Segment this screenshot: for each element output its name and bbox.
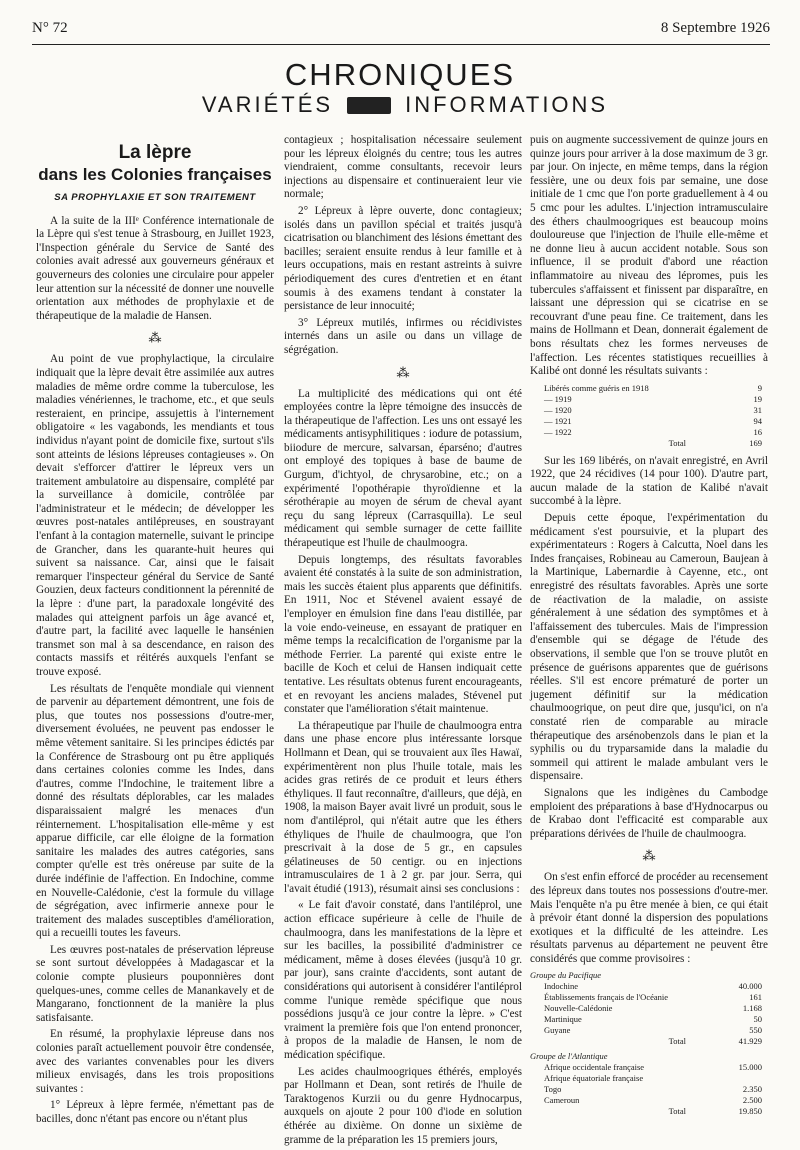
paragraph: On s'est enfin efforcé de procéder au recensement des lépreux dans toutes nos possessions d'outre-mer. Mais l'enquête n'a pu être menée à bien, ce qui était à prévoir étant donné la dispersion des populations exotiques et la difficulté de les atteindre. Les résultats parvenus au département ne peuvent être considérés que comme provisoires : xyxy=(530,871,768,965)
paragraph: 2° Lépreux à lèpre ouverte, donc contagieux; isolés dans un pavillon spécial et traités jusqu'à cicatrisation ou blanchiment des lésions émettant des bacilles; seraient ensuite rendus à leur famille et à leurs occupations, mais en restant astreints à suivre périodiquement des cures d'entretien et en étant soumis à des examens tendant à constater la persistance de leur innocuité; xyxy=(284,204,522,313)
table-cell: Martinique xyxy=(544,1014,582,1025)
table-cell: 2.350 xyxy=(742,1084,762,1095)
table-cell: 40.000 xyxy=(738,981,762,992)
table-cell: — 1920 xyxy=(544,404,572,415)
table-cell: 94 xyxy=(753,415,762,426)
paragraph: La multiplicité des médications qui ont été employées contre la lèpre témoigne des insuccès de la thérapeutique de l'affection. Les uns ont essayé les médicaments antisyphilitiques : iodure de potassium, biiodure de mercure, salvarsan, éparséno; d'autres ont employé des topiques à base de baume de Gurgum, d'ichtyol, de chrysarobine, etc.; on a expérimenté l'opothérapie thyroïdienne et la sérothérapie au moyen de sérum de cheval ayant reçu du sang lépreux (Carrasquilla). Le seul médicament qui semble surnager de cette faillite thérapeutique est l'huile de chaulmoogra. xyxy=(284,387,522,550)
table-cell: — 1919 xyxy=(544,393,572,404)
table-cell: 19 xyxy=(753,393,762,404)
article-title-line1: La lèpre xyxy=(118,142,192,163)
table-cell: 9 xyxy=(757,382,762,393)
table-total: 19.850 xyxy=(738,1106,762,1117)
masthead-subtitle xyxy=(10,92,800,118)
table-cell: 550 xyxy=(749,1025,762,1036)
table-cell: 1.168 xyxy=(742,1003,762,1014)
table-total: 169 xyxy=(749,437,762,448)
paragraph: Au point de vue prophylactique, la circulaire indiquait que la lèpre devait être assimilée aux autres maladies de même ordre comme la tuberculose, les maladies vénériennes, le trachome, etc., et que seuls resteraient, en principe, assujettis à l'internement obligatoire « les vagabonds, les mendiants et tous individus n'ayant point de domicile fixe, surtout s'ils sont atteints de lésions lépreuses contagieuses ». On devait s'efforcer d'attirer le lépreux vers un traitement ambulatoire au dispensaire, complété par la surveillance à domicile, contrôlée par l'administrateur et le médecin; de développer les œuvres post-natales antilépreuses, en soustrayant l'enfant à la contagion maternelle, suivant le principe de Grancher, dans les quarante-huit heures qui suivent sa naissance. Car, ainsi que le faisait remarquer l'inspecteur général du Service de Santé Gouzien, deux facteurs conditionnent la pérennité de la lèpre : d'une part, la paradoxale longévité des malades qui atteignent parfois un âge avancé et, d'autre part, la facilité avec laquelle le hansénien transmet son mal à sa descendance, en raison des contacts massifs et réitérés auxquels l'enfant se trouve exposé. xyxy=(36,353,274,678)
paragraph: 3° Lépreux mutilés, infirmes ou récidivistes internés dans un asile ou dans un village de ségrégation. xyxy=(284,316,522,356)
table-cell: Togo xyxy=(544,1084,562,1095)
table-cell: 50 xyxy=(753,1014,762,1025)
paragraph: La thérapeutique par l'huile de chaulmoogra entra dans une phase encore plus intéressante lorsque Hollmann et Dean, qui se trouvaient aux îles Hawaï, expérimentèrent non plus l'huile totale, mais les acides gras retirés de ce produit et leurs éthers éthyliques. Il faut reconnaître, d'ailleurs, que déjà, en 1908, la maison Bayer avait livré un produit, sous le nom d'antiléprol, qui n'était autre que les éthers éthyliques de l'huile de chaulmoogra, que l'on prescrivait à la dose de 5 gr., en capsules gélatineuses de 50 centigr. ou en injections intramusculaires de 1 à 2 gr. par jour. Serra, qui l'avait étudié (1913), résumait ainsi ses conclusions : xyxy=(284,719,522,895)
masthead-right: INFORMATIONS xyxy=(405,92,609,117)
column-2 xyxy=(284,134,522,1150)
table-total: 41.929 xyxy=(738,1036,762,1047)
census-table xyxy=(530,970,768,1117)
group-title: Groupe du Pacifique xyxy=(530,970,601,981)
paragraph: Sur les 169 libérés, on n'avait enregistré, en Avril 1922, que 24 récidives (14 pour 100). D'autre part, aucun malade de la station de Kalibé n'avait succombé à la lèpre. xyxy=(530,454,768,508)
table-cell: 161 xyxy=(749,992,762,1003)
asterism-icon: ⁂ xyxy=(642,848,656,864)
table-cell: — 1922 xyxy=(544,426,572,437)
table-cell: 2.500 xyxy=(742,1095,762,1106)
table-total-label: Total xyxy=(668,1106,686,1117)
asterism-icon: ⁂ xyxy=(148,330,162,346)
issue-date: 8 Septembre 1926 xyxy=(660,20,770,36)
header-rule xyxy=(32,44,770,45)
paragraph: « Le fait d'avoir constaté, dans l'antiléprol, une action efficace supérieure à celle de l'huile de chaulmoogra, dans les manifestations de la lèpre et sur les bacilles, la possibilité d'administrer ce médicament, même à doses élevées (jusqu'à 10 gr. par jour), sans crainte d'accidents, sont autant de considérations qui autorisent à considérer l'antiléprol comme l'unique remède spécifique que nous possédions jusqu'à ce jour contre la lèpre. » C'est vraiment la première fois que l'on entend prononcer, à propos de la maladie de Hansen, le nom de médication spécifique. xyxy=(284,899,522,1061)
table-cell xyxy=(716,1073,768,1084)
masthead-left: VARIÉTÉS xyxy=(201,92,334,117)
column-1 xyxy=(36,134,274,1130)
table-total-label: Total xyxy=(668,1036,686,1047)
table-cell: Afrique occidentale française xyxy=(544,1062,645,1073)
paragraph: En résumé, la prophylaxie lépreuse dans nos colonies paraît actuellement pouvoir être condensée, avec des variantes convenables pour les divers milieux envisagés, dans les trois propositions suivantes : xyxy=(36,1028,274,1095)
table-cell: Cameroun xyxy=(544,1095,580,1106)
table-total-label: Total xyxy=(668,437,686,448)
table-cell: Nouvelle-Calédonie xyxy=(544,1003,613,1014)
paragraph: 1° Lépreux à lèpre fermée, n'émettant pas de bacilles, donc n'étant pas encore ou n'étant plus xyxy=(36,1099,274,1125)
article-subtitle: SA PROPHYLAXIE ET SON TRAITEMENT xyxy=(54,192,256,203)
issue-number: N° 72 xyxy=(32,20,68,36)
paragraph: Les acides chaulmoogriques éthérés, employés par Hollmann et Dean, sont retirés de l'huile de Taraktogenos Kurzii ou du genre Hydnocarpus, auxquels on ajoute 2 pour 100 d'iode en solution éthérée au dixième. On donne un sixième de gramme de la préparation les 15 premiers jours, xyxy=(284,1065,522,1146)
table-cell: Afrique équatoriale française xyxy=(544,1073,644,1084)
table-cell: 15.000 xyxy=(738,1062,762,1073)
masthead xyxy=(0,58,800,118)
paragraph: puis on augmente successivement de quinze jours en quinze jours pour arriver à la dose maximum de 3 gr. par jour. On injecte, en même temps, dans la région fessière, une ou deux fois par semaine, une dose initiale de 1 cmc que l'on porte graduellement à 4 ou 5 cmc pour les adultes. L'injection intramusculaire des éthers chaulmoogriques est beaucoup moins douloureuse que l'injection de l'huile elle-même et ne donne lieu à aucun accident notable. Sous son influence, il se produit d'abord une réaction inflammatoire au niveau des lépromes, puis les tubercules s'affaissent et finissent par disparaître, en laissant une dépression qui se cicatrise en se recouvrant d'une peau fine. Ce traitement, dans les mains de Hollmann et Dean, donnerait également de bons résultats chez les formes nerveuses de l'affection. Les récentes statistiques recueillies à Kalibé ont donné les résultats suivants : xyxy=(530,134,768,378)
asterism-icon: ⁂ xyxy=(396,364,410,380)
table-cell: 31 xyxy=(753,404,762,415)
paragraph: A la suite de la IIIᵉ Conférence internationale de la Lèpre qui s'est tenue à Strasbourg, en Juillet 1923, l'Inspection générale du Service de Santé des colonies avait adressé aux gouverneurs généraux et gouverneurs des colonies une circulaire pour appeler leur attention sur la nécessité de donner une nouvelle orientation aux méthodes de prophylaxie et de thérapeutique de la maladie de Hansen. xyxy=(36,214,274,322)
paragraph: contagieux ; hospitalisation nécessaire seulement pour les lépreux éloignés du centre; tous les autres viendraient, comme consultants, recevoir leurs injections au dispensaire et continueraient leur vie normale; xyxy=(284,134,522,201)
table-cell: — 1921 xyxy=(544,415,572,426)
table-cell: 16 xyxy=(753,426,762,437)
paragraph: Depuis cette époque, l'expérimentation du médicament s'est poursuivie, et la plupart des expérimentateurs : Rogers à Calcutta, Noel dans les Indes françaises, Robineau au Cameroun, Baujean à la Martinique, Labernardie à Cayenne, etc., ont enregistré des résultats favorables. Après une sorte de réactivation de la maladie, on assiste généralement à une sédation des symptômes et à l'affaissement des tubercules. Mais de l'impression d'ensemble qui se dégage de l'étude des observations, il semble que l'on se trouve plutôt en présence de guérisons apparentes que de guérisons réelles. S'il est encore prématuré de porter un jugement définitif sur la médication chaulmoogrique, on peut dire que, jusqu'ici, on n'a constaté rien de comparable au miracle thérapeutique des arsénobenzols dans le pian et la syphilis ou du tryparsamide dans la maladie du sommeil qui attirent le malade ambulant vers le dispensaire. xyxy=(530,512,768,783)
paragraph: Les œuvres post-natales de préservation lépreuse se sont surtout développées à Madagascar et la colonie compte plusieurs pouponnières dont quelques-unes, comme celles de Manankavely et de Mangarano, fonctionnent de la manière la plus satisfaisante. xyxy=(36,943,274,1024)
masthead-title: CHRONIQUES xyxy=(284,57,516,92)
table-cell: Établissements français de l'Océanie xyxy=(544,992,669,1003)
paragraph: Signalons que les indigènes du Cambodge emploient des préparations à base d'Hydnocarpus ou de Krabao dont l'efficacité est comparable aux préparations dérivées de l'huile de chaulmoogra. xyxy=(530,786,768,840)
table-cell: Indochine xyxy=(544,981,578,992)
paragraph: Depuis longtemps, des résultats favorables avaient été constatés à la suite de son administration, mais les succès étaient plus apparents que définitifs. En 1911, Noc et Stévenel avaient essayé de l'employer en émulsion fine dans l'eau distillée, par la voie endo-veineuse, en essayant de pratiquer en même temps la recalcification de l'organisme par la méthode Ferrier. La parenté qui existe entre le bacille de Koch et celui de Hansen indiquait cette tentative. Les résultats obtenus furent encourageants, et en revoyant les anciens malades, Stévenel put constater que l'amélioration s'était maintenue. xyxy=(284,553,522,716)
paragraph: Les résultats de l'enquête mondiale qui viennent de parvenir au département démontrent, une fois de plus, que toutes nos possessions d'outre-mer, diversement évoluées, ne peuvent pas endosser le même vêtement sanitaire. Si les principes édictés par la Conférence de Strasbourg ont pu être appliqués dans certaines colonies comme les Indes, dans d'autres, comme l'Indochine, le traitement libre a donné des résultats déplorables, car les malades disparaissaient malgré les menaces d'un réinternement. L'hospitalisation elle-même y est apparue difficile, car elle éloigne de la formation sanitaire les malades des autres catégories, sans compter qu'elle est très onéreuse par suite de la durée indéfinie de l'affection. En Indochine, comme en Nouvelle-Calédonie, c'est la formule du village de ségrégation, avec infirmerie annexe pour le traitement des malades susceptibles d'amélioration, qui a recueilli toutes les faveurs. xyxy=(36,682,274,940)
ornament-icon xyxy=(347,97,391,114)
article-title-line2: dans les Colonies françaises xyxy=(38,165,272,184)
table-cell: Guyane xyxy=(544,1025,571,1036)
column-3 xyxy=(530,134,768,1123)
liberes-table xyxy=(530,383,768,449)
table-cell: Libérés comme guéris en 1918 xyxy=(544,382,649,393)
group-title: Groupe de l'Atlantique xyxy=(530,1051,608,1062)
